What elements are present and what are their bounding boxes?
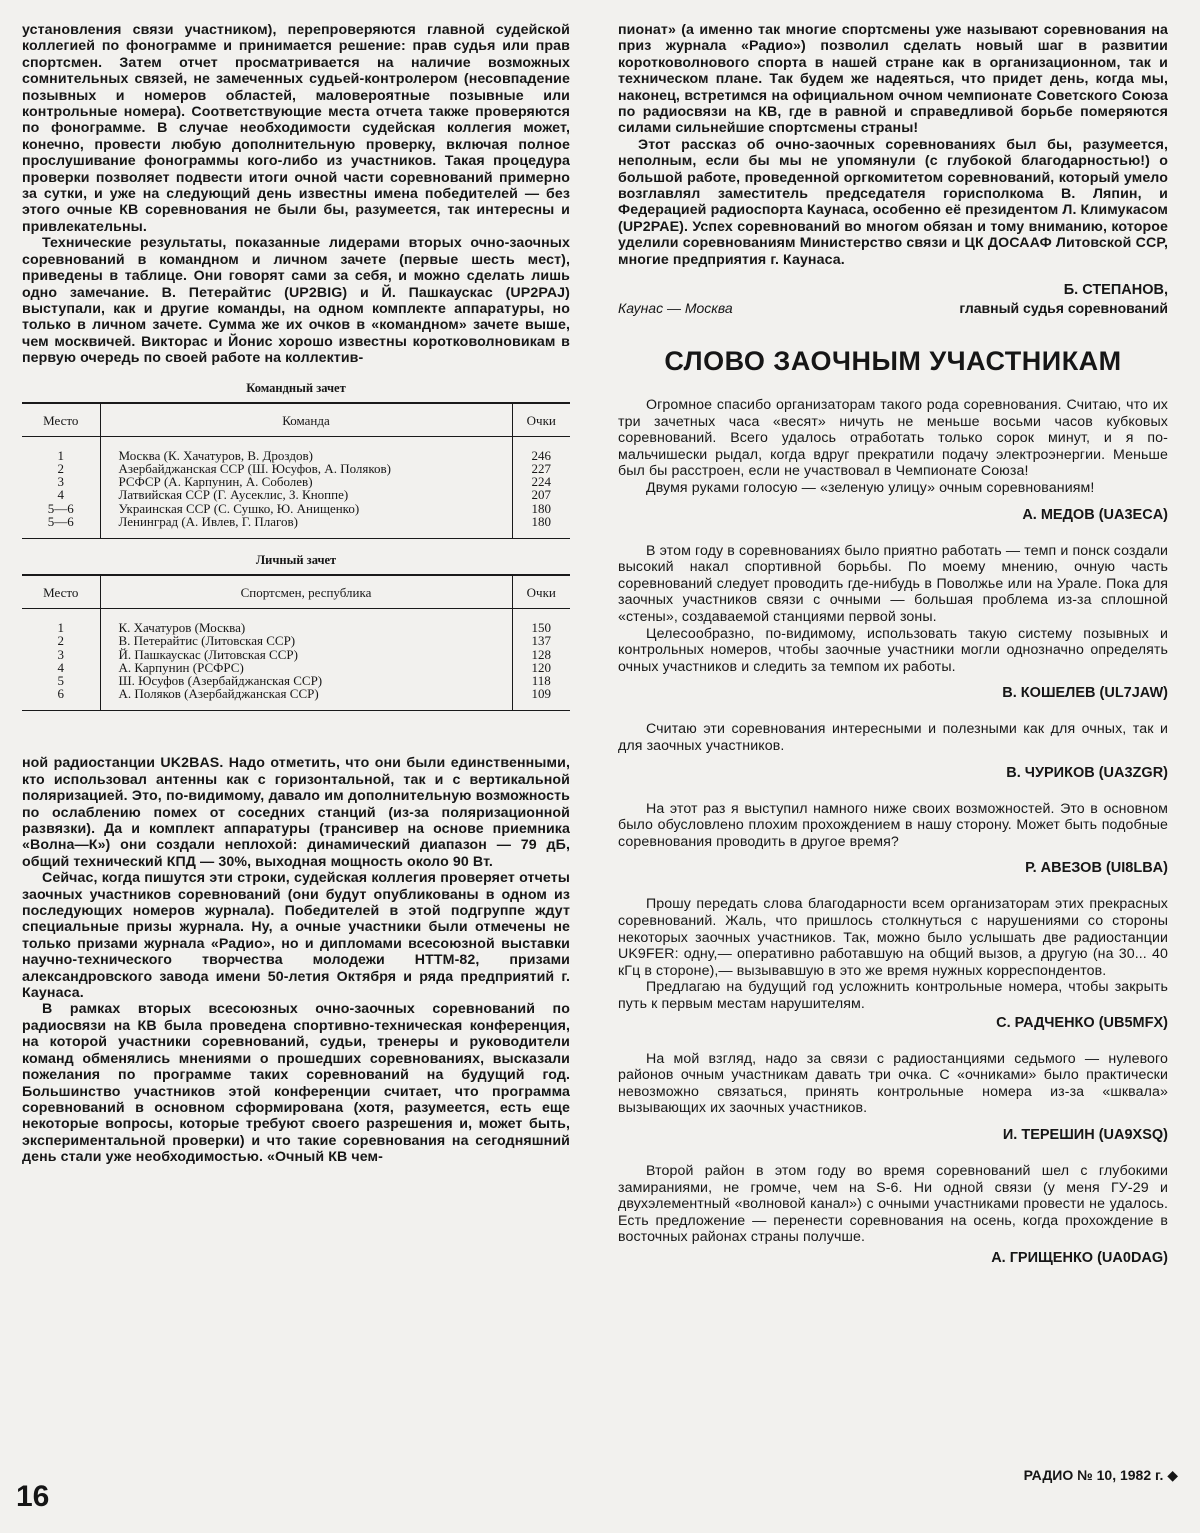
right-column (618, 22, 1168, 1266)
section-headline: СЛОВО ЗАОЧНЫМ УЧАСТНИКАМ (664, 346, 1122, 377)
team-cell: Азербайджанская ССР (Ш. Юсуфов, А. Поляков) (100, 462, 512, 475)
points-cell: 109 (512, 687, 570, 711)
place-cell: 6 (22, 687, 100, 711)
letter-paragraph: Двумя руками голосую — «зеленую улицу» очным соревнованиям! (646, 480, 1095, 497)
signature-row (618, 300, 1168, 316)
points-cell: 180 (512, 502, 570, 515)
team-table-caption: Командный зачет (246, 380, 346, 395)
article-paragraph: ной радиостанции UK2BAS. Надо отметить, что они были единственными, кто использовал антенны как с горизонтальной, так и с вертикальной поляризацией. Это, по-видимому, давало им дополнительную возможность по ослаблению помех от соседних станций (из-за поляризационной развязки). Да и комплект аппаратуры (трансивер на основе приемника «Волна—К») они создали неплохой: динамический диапазон — 79 дБ, общий технический КПД — 30%, выходная мощность около 90 Вт. (22, 755, 570, 870)
team-table (22, 402, 570, 539)
table-row (22, 634, 570, 647)
points-cell: 207 (512, 488, 570, 501)
points-cell: 150 (512, 609, 570, 635)
place-cell: 5 (57, 672, 64, 688)
table-row (22, 436, 570, 462)
personal-table (22, 574, 570, 711)
athlete-cell: Й. Пашкаускас (Литовская ССР) (100, 648, 512, 661)
points-cell: 137 (512, 634, 570, 647)
col-header-points: Очки (512, 575, 570, 609)
place-cell: 3 (57, 474, 64, 490)
team-cell: Ленинград (А. Ивлев, Г. Плагов) (100, 515, 512, 539)
points-cell: 224 (512, 475, 570, 488)
personal-table-caption: Личный зачет (255, 552, 337, 567)
points-cell: 118 (512, 674, 570, 687)
place-cell: 5—6 (47, 500, 74, 516)
team-cell: Москва (К. Хачатуров, В. Дроздов) (100, 436, 512, 462)
letter-author: И. ТЕРЕШИН (UA9XSQ) (1002, 1126, 1168, 1143)
letter-author: С. РАДЧЕНКО (UB5MFX) (996, 1014, 1168, 1031)
place-cell: 1 (57, 620, 64, 636)
table-row (22, 502, 570, 515)
letter-paragraph: Прошу передать слова благодарности всем организаторам этих прекрасных соревнований. Жаль, что пришлось столкнуться с нарушениями со стороны некоторых заочных участников. Так, можно было услышать две радиостанции UK9FER: одну,— оперативно работавшую на общий вызов, а другую (на 30... 40 кГц в стороне),— вызывавшую в это же время нужных корреспондентов. (618, 896, 1168, 979)
article-paragraph: Технические результаты, показанные лидерами вторых очно-заочных соревнований в командном и личном зачете (первые шесть мест), приведены в таблице. Они говорят сами за себя, и можно сделать лишь одно замечание. В. Петерайтис (UP2BIG) и Й. Пашкаускас (UP2PAJ) выступали, как и другие команды, на одном комплекте аппаратуры, но только в личном зачете. Сумма же их очков в «командном» зачете выше, чем москвичей. Викторас и Йонис хорошо известны коротковолновикам в первую очередь по своей работе на коллектив- (22, 235, 570, 367)
col-header-place: Место (22, 403, 100, 437)
left-column (22, 22, 570, 1166)
points-cell: 120 (512, 661, 570, 674)
place-cell: 2 (57, 460, 64, 476)
athlete-cell: В. Петерайтис (Литовская ССР) (100, 634, 512, 647)
table-row (22, 609, 570, 635)
place-cell: 3 (57, 646, 64, 662)
athlete-cell: Ш. Юсуфов (Азербайджанская ССР) (100, 674, 512, 687)
letter-paragraph: Предлагаю на будущий год усложнить контрольные номера, чтобы закрыть путь к первым местам нарушителям. (618, 979, 1168, 1012)
col-header-points: Очки (512, 403, 570, 437)
points-cell: 180 (512, 515, 570, 539)
col-header-athlete: Спортсмен, республика (100, 575, 512, 609)
place-cell: 4 (57, 487, 64, 503)
team-cell: РСФСР (А. Карпунин, А. Соболев) (100, 475, 512, 488)
letter-paragraph: Огромное спасибо организаторам такого рода соревнования. Считаю, что их три зачетных часа «весят» ничуть не меньше восьми часов кубковых соревнований. Всего удалось отработать только сорок минут, и я по-мальчишески рыдал, когда вдруг прекратили подачу электроэнергии. Меньше был бы расстроен, если не участвовал в Чемпионате Союза! (618, 397, 1168, 480)
letter-paragraph: На этот раз я выступил намного ниже своих возможностей. Это в основном было обусловлено плохим прохождением в нашу сторону. Может быть подобные соревнования проводить в другое время? (618, 800, 1168, 850)
author-role: главный судья соревнований (959, 300, 1168, 317)
athlete-cell: А. Поляков (Азербайджанская ССР) (100, 687, 512, 711)
table-row (22, 687, 570, 711)
article-paragraph: установления связи участником), перепроверяются главной судейской коллегией по фонограмме и принимается решение: прав судья или прав спортсмен. Затем отчет просматривается на наличие возможных сомнительных связей, не замеченных судьей-контролером (несовпадение позывных и номеров областей, маловероятные позывные или контрольные номера). Соответствующие места отчета также проверяются по фонограмме. В случае необходимости судейская коллегия может, конечно, провести любую дополнительную проверку, включая полное прослушивание фонограммы кого-либо из участников. Такая процедура проверки позволяет подвести итоги очной части соревнований примерно за сутки, и уже на следующий день известны имена победителей — без этого очные КВ соревнования не были бы, разумеется, так интересны и привлекательны. (22, 22, 570, 235)
points-cell: 128 (512, 648, 570, 661)
athlete-cell: К. Хачатуров (Москва) (100, 609, 512, 635)
place-cell: 5—6 (22, 515, 100, 539)
team-standings (22, 381, 570, 539)
letter-author: В. КОШЕЛЕВ (UL7JAW) (1002, 685, 1168, 702)
col-header-team: Команда (100, 403, 512, 437)
athlete-cell: А. Карпунин (РСФРС) (100, 661, 512, 674)
letter-author: А. ГРИЩЕНКО (UA0DAG) (991, 1249, 1168, 1266)
team-cell: Латвийская ССР (Г. Аусеклис, З. Кноппе) (100, 488, 512, 501)
letter-author: В. ЧУРИКОВ (UA3ZGR) (1006, 764, 1168, 781)
place-cell: 4 (57, 659, 64, 675)
article-paragraph: Этот рассказ об очно-заочных соревнованиях был бы, разумеется, неполным, если бы мы не упомянули (с глубокой благодарностью!) о большой работе, проведенной оргкомитетом соревнований, который умело возглавлял заместитель председателя горисполкома В. Ляпин, и Федерацией радиоспорта Каунаса, особенно её президентом Л. Климукасом (UP2PAE). Успех соревнований во многом обязан и тому вниманию, которое уделили соревнованиям Министерство связи и ЦК ДОСААФ Литовской ССР, многие предприятия г. Каунаса. (618, 136, 1168, 268)
letter-paragraph: На мой взгляд, надо за связи с радиостанциями седьмого — нулевого районов очным участникам давать три очка. С «очниками» было практически невозможно связаться, принять контрольные номера из-за «шквала» вызывающих их заочных участников. (618, 1050, 1168, 1117)
place-cell: 2 (57, 633, 64, 649)
dateline-city: Каунас — Москва (618, 300, 733, 317)
article-paragraph: Сейчас, когда пишутся эти строки, судейская коллегия проверяет отчеты заочных участников соревнований (они будут опубликованы в одном из последующих номеров журнала). Победителей в этой подгруппе ждут специальные призы журнала. Ну, а очные участники были отмечены не только призами журнала «Радио», но и дипломами всесоюзной выставки научно-технического творчества молодежи НТТМ-82, призами александровского завода имени 50-летия Октября и ряда предприятий г. Каунаса. (22, 870, 570, 1002)
table-row (22, 488, 570, 501)
letter-paragraph: Считаю эти соревнования интересными и полезными как для очных, так и для заочных участников. (618, 721, 1168, 754)
article-paragraph: В рамках вторых всесоюзных очно-заочных соревнований по радиосвязи на КВ была проведена спортивно-техническая конференция, на которой участники соревнований, судьи, тренеры и руководители команд обменялись мнениями о прошедших соревнованиях, высказали пожелания по программе таких соревнований на будущий год. Большинство участников этой конференции считает, что программа соревнований в основном сформирована (хотя, разумеется, есть еще некоторые вопросы, которые требуют своего разрешения и, может быть, экспериментальной проверки) и что такие соревнования на сегодняшний день стали уже необходимостью. «Очный КВ чем- (22, 1001, 570, 1166)
points-cell: 246 (512, 436, 570, 462)
article-paragraph: пионат» (а именно так многие спортсмены уже называют соревнования на приз журнала «Радио») позволил сделать новый шаг в развитии коротковолнового спорта в нашей стране как в организационном, так и техническом плане. Так будем же надеяться, что придет день, когда мы, наконец, встретимся на официальном очном чемпионате Советского Союза по радиосвязи на КВ, где в равной и справедливой борьбе померяются силами сильнейшие спортсмены страны! (618, 22, 1168, 137)
place-cell: 1 (57, 447, 64, 463)
author-signature: Б. СТЕПАНОВ, (1063, 282, 1168, 299)
table-row (22, 515, 570, 539)
points-cell: 227 (512, 462, 570, 475)
personal-standings (22, 553, 570, 711)
col-header-place: Место (22, 575, 100, 609)
letter-paragraph: Второй район в этом году во время соревнований шел с глубокими замираниями, не громче, чем на S-6. Ни одной связи (у меня ГУ-29 и двухэлементный «волновой канал») с очными участниками провести не удалось. Есть предложение — перенести соревнования на осень, когда прохождение в восточных районах страны получше. (618, 1162, 1168, 1246)
letter-author: А. МЕДОВ (UA3ECA) (1022, 506, 1168, 523)
letter-paragraph: Целесообразно, по-видимому, использовать такую систему позывных и контрольных номеров, чтобы заочные участники могли однозначно определять очных участников и следить за темпом их работы. (618, 625, 1168, 675)
team-cell: Украинская ССР (С. Сушко, Ю. Анищенко) (100, 502, 512, 515)
letter-author: Р. АВЕЗОВ (UI8LBA) (1025, 860, 1168, 877)
page-number: 16 (16, 1480, 50, 1513)
letter-paragraph: В этом году в соревнованиях было приятно работать — темп и понск создали высокий накал спортивной борьбы. По моему мнению, очную часть соревнований следует проводить где-нибудь в Поволжье или на Урале. Пока для заочных участников связи с очными — большая проблема из-за сплошной «стены», создаваемой станциями первой зоны. (618, 542, 1168, 626)
table-row (22, 648, 570, 661)
magazine-footer: РАДИО № 10, 1982 г. ◆ (1023, 1467, 1178, 1483)
table-row (22, 661, 570, 674)
